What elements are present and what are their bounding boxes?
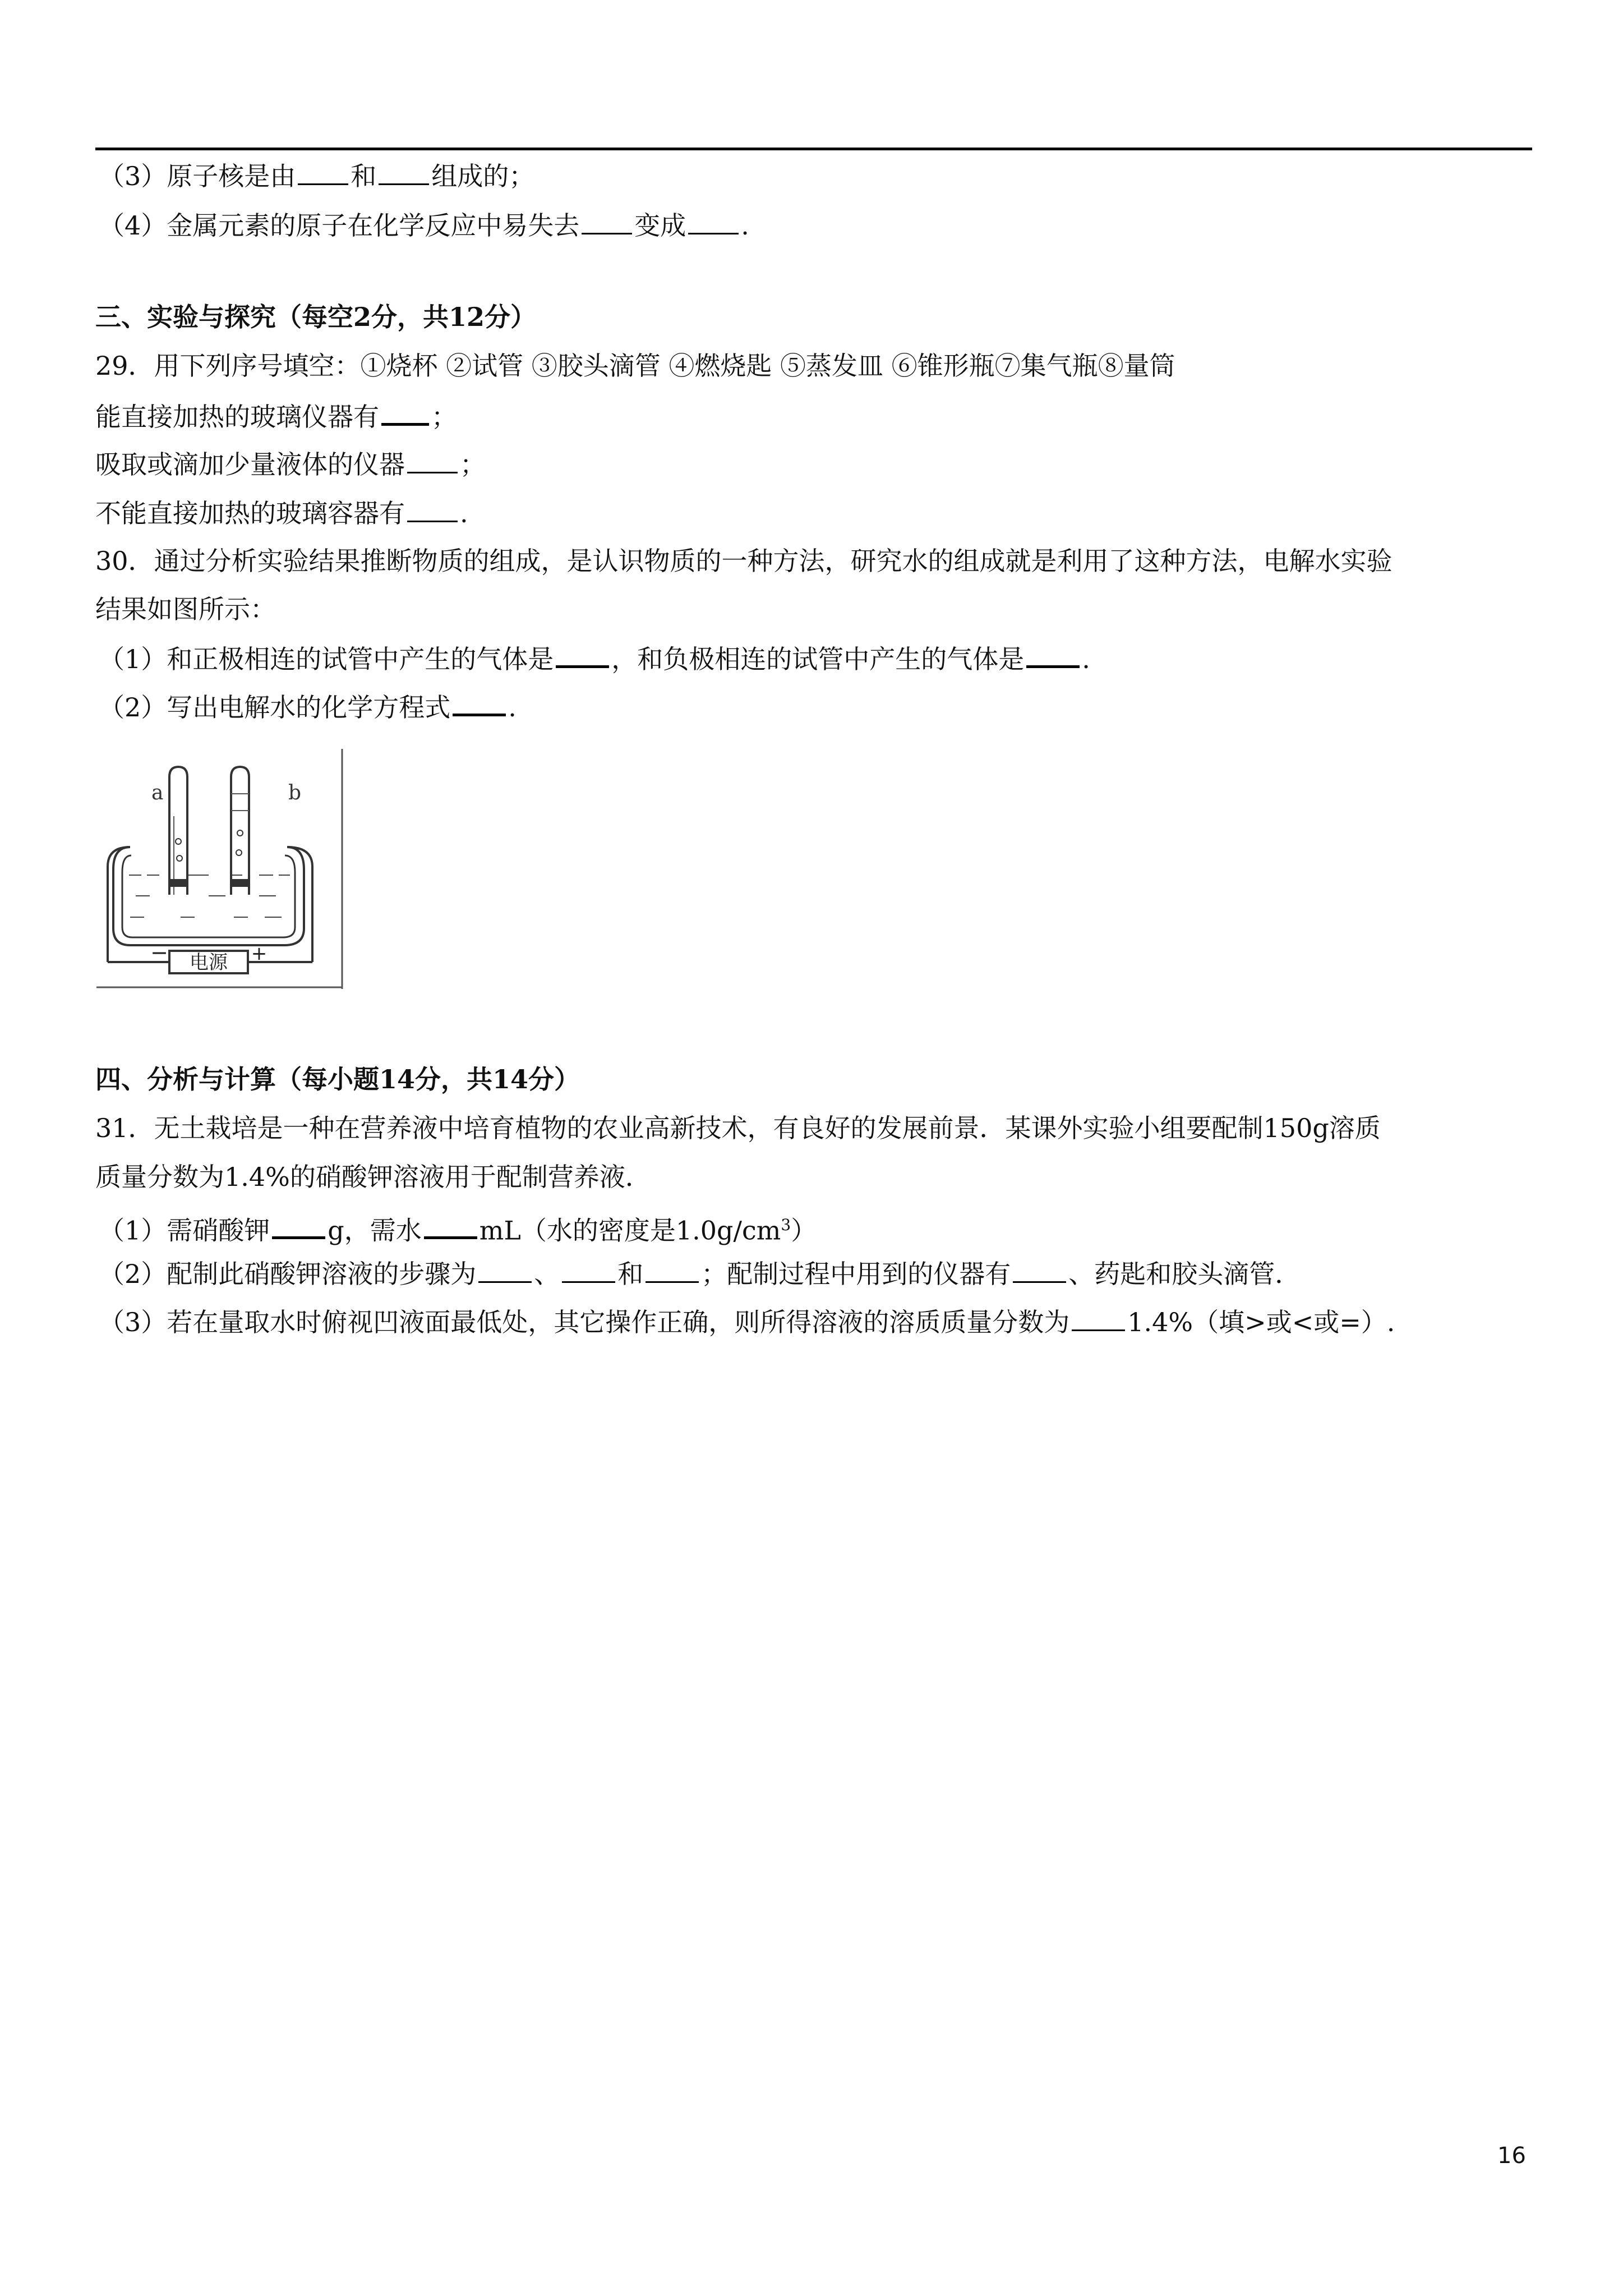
answer-blank[interactable] [1013,1257,1066,1283]
question-31-part-2 [99,1257,1301,1291]
text: ； [431,402,457,432]
answer-blank[interactable] [272,1212,325,1239]
answer-blank[interactable] [478,1257,532,1283]
text: 不能直接加热的玻璃容器有 [95,498,405,528]
question-29-line-3 [95,496,468,530]
text: . [1082,644,1090,674]
answer-blank[interactable] [582,208,632,234]
answer-blank[interactable] [688,208,739,234]
question-30-stem-2: 结果如图所示： [95,594,276,624]
question-29-line-1 [95,398,457,434]
text: 、药匙和胶头滴管． [1068,1259,1301,1289]
text: （2）写出电解水的化学方程式 [99,692,451,723]
text: （3）若在量取水时俯视凹液面最低处，其它操作正确，则所得溶液的溶质质量分数为 [99,1307,1070,1337]
header-rule [95,148,1532,150]
question-31-stem-1: 31．无土栽培是一种在营养液中培育植物的农业高新技术，有良好的发展前景．某课外实验小组要配制150g溶质 [95,1113,1381,1143]
answer-blank[interactable] [424,1212,477,1239]
text: 1.4%（填>或<或=）. [1127,1307,1395,1337]
text: 、 [534,1259,560,1289]
text: . [460,498,468,528]
question-28-part-3 [99,159,534,193]
question-28-part-4 [99,208,749,242]
text: ，和负极相连的试管中产生的气体是 [611,644,1025,674]
question-31-stem-2: 质量分数为1.4%的硝酸钾溶液用于配制营养液． [95,1162,651,1192]
answer-blank[interactable] [379,159,429,185]
section-3-heading: 三、实验与探究（每空2分，共12分） [95,302,537,332]
text: ；配制过程中用到的仪器有 [701,1259,1011,1289]
answer-blank[interactable] [562,1257,615,1283]
question-31-part-1 [99,1208,817,1247]
text: （3）原子核是由 [99,161,296,191]
question-30-part-2 [99,689,517,724]
positive-sign: + [251,942,268,965]
text: mL（水的密度是1.0g/cm [479,1215,781,1246]
text: （4）金属元素的原子在化学反应中易失去 [99,210,580,241]
water-surface [129,875,290,917]
answer-blank[interactable] [1072,1305,1125,1331]
page-number: 16 [1497,2143,1526,2169]
answer-blank[interactable] [453,689,506,716]
tube-label-b: b [288,781,302,804]
text: ） [791,1215,817,1246]
answer-blank[interactable] [407,447,458,473]
answer-blank[interactable] [1026,641,1080,668]
text: （1）和正极相连的试管中产生的气体是 [99,644,554,674]
text: 吸取或滴加少量液体的仪器 [95,449,405,480]
answer-blank[interactable] [298,159,348,185]
question-30-stem-1: 30．通过分析实验结果推断物质的组成，是认识物质的一种方法，研究水的组成就是利用了这种方法，电解水实验 [95,546,1393,576]
text: 组成的； [431,161,535,191]
superscript: 3 [781,1216,791,1234]
question-29-line-2 [95,447,486,481]
electrode-b [231,879,249,887]
bubble [237,830,243,836]
power-supply-label: 电源 [190,951,228,974]
text: 和 [617,1259,644,1289]
electrolysis-diagram [96,749,348,989]
test-tube-a [169,767,187,895]
electrode-a [169,879,187,887]
question-30-part-1 [99,641,1090,676]
section-4-heading: 四、分析与计算（每小题14分，共14分） [95,1064,580,1094]
negative-sign: − [150,940,168,965]
text: . [741,210,749,241]
answer-blank[interactable] [407,496,458,522]
text: . [508,692,517,723]
electrolysis-apparatus-figure [96,749,348,989]
bubble [176,839,181,844]
text: （1）需硝酸钾 [99,1215,270,1246]
tube-label-a: a [151,781,164,804]
answer-blank[interactable] [381,398,429,426]
question-31-part-3 [99,1305,1395,1339]
text: 能直接加热的玻璃仪器有 [95,402,379,432]
text: ； [460,449,486,480]
bubble [177,855,182,861]
bubble [236,850,242,855]
answer-blank[interactable] [556,641,609,668]
text: g，需水 [328,1215,422,1246]
text: 和 [351,161,377,191]
question-29-stem: 29．用下列序号填空：①烧杯 ②试管 ③胶头滴管 ④燃烧匙 ⑤蒸发皿 ⑥锥形瓶⑦集气瓶⑧量筒 [95,351,1175,381]
text: （2）配制此硝酸钾溶液的步骤为 [99,1259,477,1289]
text: 变成 [634,210,686,241]
answer-blank[interactable] [645,1257,699,1283]
